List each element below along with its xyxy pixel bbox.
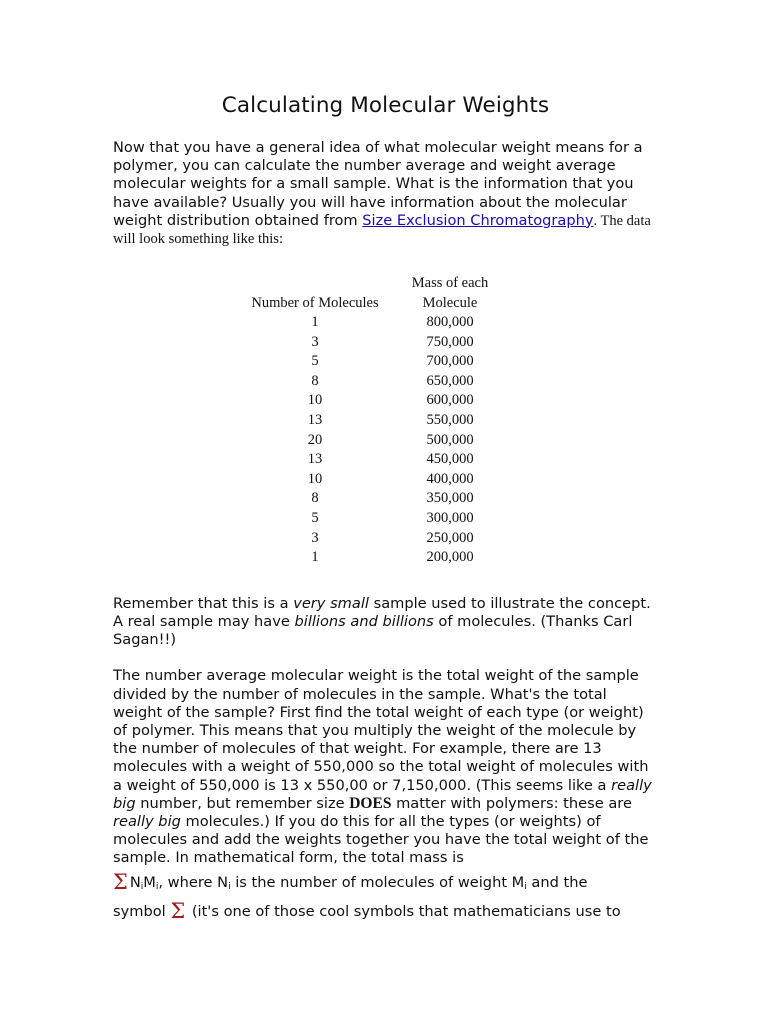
table-body [241,313,511,568]
formula-sub-i-4: i [524,881,527,892]
table-row [241,470,511,490]
symbol-text: (it's one of those cool symbols that mathematicians use to [187,902,621,920]
table-row [241,548,511,568]
page-title: Calculating Molecular Weights [221,93,550,118]
cell-mass: 400,000 [426,470,474,487]
na-emphasis-2: really big [113,812,181,830]
molecule-table-wrapper [241,274,511,568]
table-row [241,431,511,451]
cell-number-of-molecules: 8 [311,372,319,389]
cell-number-of-molecules: 3 [311,333,319,350]
header-mass-of-each-molecule: Mass of each Molecule [411,275,489,311]
cell-number-of-molecules: 5 [311,509,319,526]
cell-number-of-molecules: 3 [311,529,319,546]
cell-number-of-molecules: 10 [307,470,323,487]
table-row [241,372,511,392]
cell-mass: 800,000 [426,314,474,331]
remember-text-3: of molecules. (Thanks Carl Sagan!!) [113,612,633,649]
intro-text-after: . The data will look something like this: [113,212,651,248]
table-row [241,391,511,411]
cell-mass: 450,000 [426,451,474,468]
cell-mass: 750,000 [426,333,474,350]
cell-mass: 700,000 [426,353,474,370]
size-exclusion-chromatography-link[interactable]: Size Exclusion Chromatography [362,211,594,229]
sigma-icon: Σ [113,869,128,894]
molecule-table [241,274,511,568]
formula-m: M [143,873,156,891]
table-row [241,333,511,353]
cell-mass: 250,000 [426,529,474,546]
intro-paragraph [113,139,658,248]
formula-n: N [129,873,141,891]
table-row [241,313,511,333]
remember-emphasis-2: billions and billions [294,612,434,630]
cell-number-of-molecules: 1 [311,314,319,331]
header-number-of-molecules: Number of Molecules [251,294,379,311]
formula-text-1: , where N [158,873,229,891]
cell-number-of-molecules: 8 [311,490,319,507]
cell-number-of-molecules: 10 [307,392,323,409]
cell-mass: 300,000 [426,509,474,526]
na-text-2: number, but remember size [135,794,350,812]
sigma-icon: Σ [170,898,186,923]
cell-mass: 350,000 [426,490,474,507]
cell-number-of-molecules: 13 [307,412,323,428]
table-row [241,411,511,431]
document-page [113,92,658,926]
table-row [241,450,511,470]
cell-number-of-molecules: 13 [307,451,323,468]
table-row [241,509,511,529]
cell-mass: 500,000 [426,431,474,448]
intro-text: Now that you have a general idea of what molecular weight means for a polymer, you can calculate the number average and weight average molecular weights for a small sample. What is the information that you have available? Usually you will have information about the molecular weight distribution obtained from [113,139,643,229]
table-row [241,529,511,549]
na-text-1: The number average molecular weight is the total weight of the sample divided by the number of molecules in the sample. What's the total weight of the sample? First find the total weight of each type (or weight) of polymer. This means that you multiply the weight of the molecule by the number of molecules of that weight. For example, there are 13 molecules with a weight of 550,000 so the total weight of molecules with a weight of 550,000 is 13 x 550,00 or 7,150,000. (This seems like a [113,667,649,794]
cell-number-of-molecules: 20 [307,431,323,448]
cell-mass: 600,000 [426,392,474,409]
remember-paragraph [113,595,658,650]
cell-mass: 550,000 [426,412,474,428]
formula-sub-i: i [140,881,144,892]
symbol-line [113,897,658,926]
na-strong: DOES [349,794,392,812]
remember-text-1: Remember that this is a [113,594,294,612]
cell-number-of-molecules: 5 [311,353,319,370]
number-average-paragraph [113,667,658,867]
formula-line [113,868,658,897]
formula-text-3: and the [526,873,588,891]
na-text-3: matter with polymers: these are [391,794,632,812]
symbol-label: symbol [113,902,171,920]
na-emphasis-1: really big [113,776,652,812]
formula-sub-i-3: i [228,881,231,892]
formula-text-2: is the number of molecules of weight M [230,873,525,891]
na-text-4: molecules.) If you do this for all the types (or weights) of molecules and add the weights together you have the total weight of the sample. In mathematical form, the total mass is [113,812,649,867]
cell-mass: 650,000 [426,372,474,389]
remember-emphasis-1: very small [293,594,369,612]
formula-sub-i-2: i [155,881,159,892]
table-row [241,489,511,509]
remember-text-2: sample used to illustrate the concept. A real sample may have [113,594,651,630]
cell-mass: 200,000 [426,549,474,566]
cell-number-of-molecules: 1 [311,549,319,566]
table-row [241,352,511,372]
